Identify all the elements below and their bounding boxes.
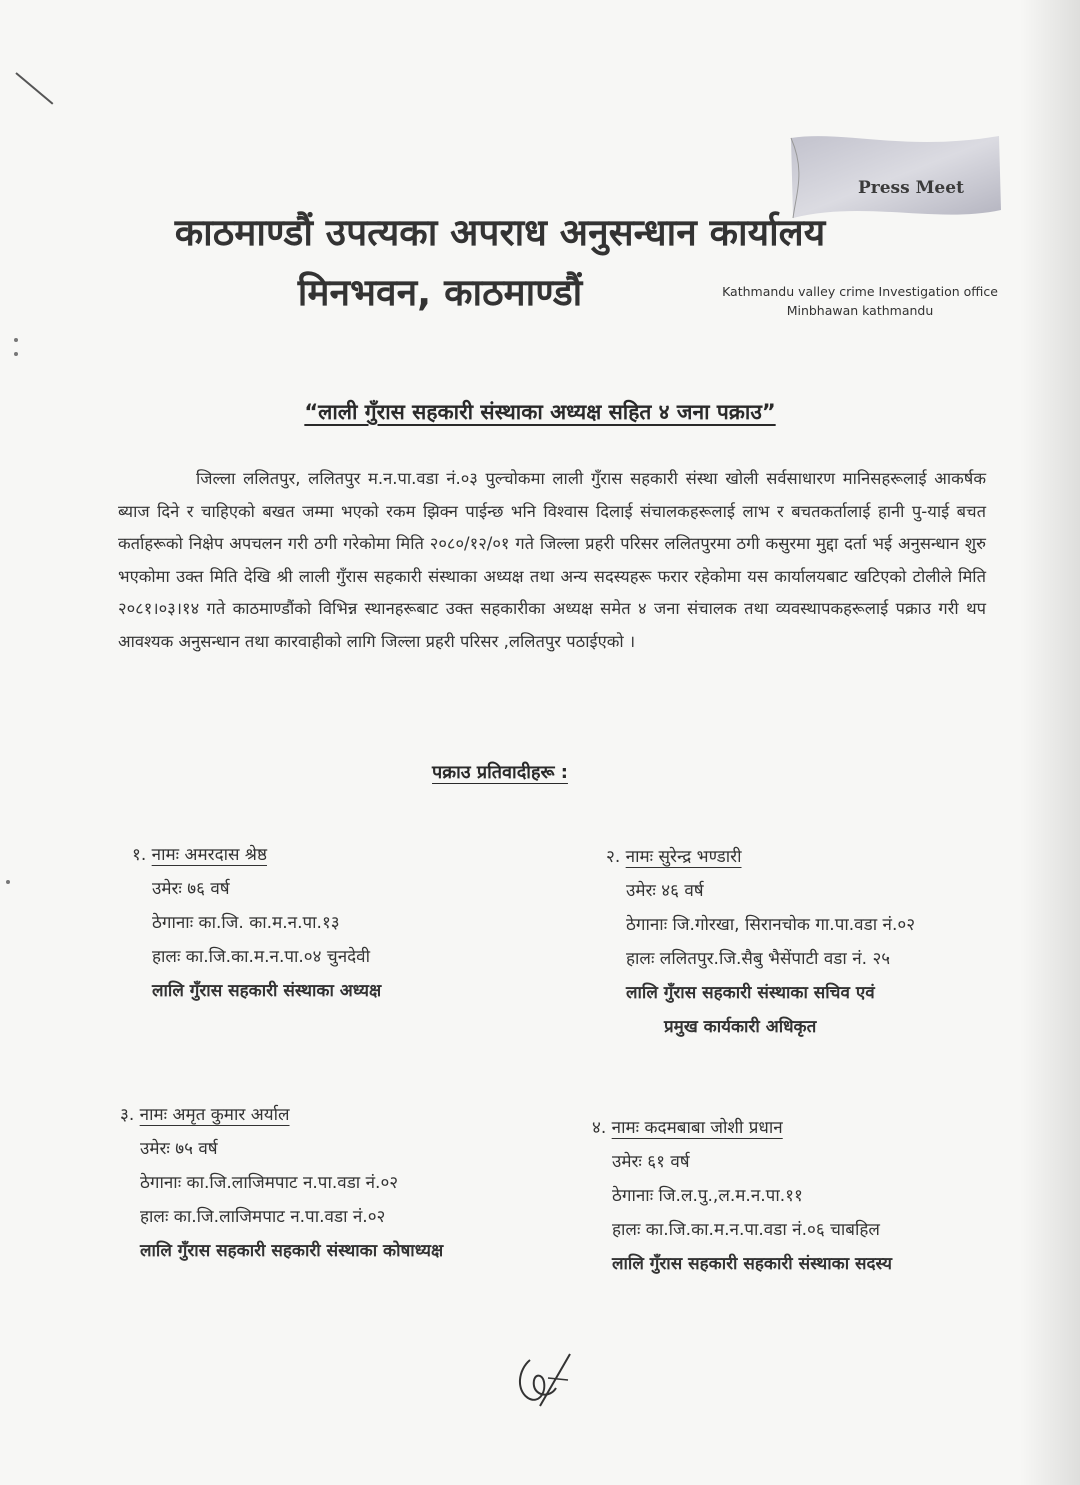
accused-current-address: हालः का.जि.का.म.न.पा.०४ चुनदेवी: [152, 947, 371, 967]
accused-role: लालि गुँरास सहकारी सहकारी संस्थाका कोषाध्यक्ष: [140, 1241, 444, 1261]
accused-number: १.: [132, 845, 152, 865]
accused-name-line: [132, 838, 381, 872]
stamp-label: Press Meet: [858, 178, 964, 198]
accused-address: ठेगानाः का.जि.लाजिमपाट न.पा.वडा नं.०२: [140, 1173, 399, 1193]
accused-name-line: [120, 1098, 443, 1132]
press-release-title: [0, 398, 1080, 426]
accused-current-address: हालः का.जि.का.म.न.पा.वडा नं.०६ चाबहिल: [612, 1220, 880, 1240]
office-location-en-line: Minbhawan kathmandu: [786, 303, 934, 318]
accused-name: नामः कदमबाबा जोशी प्रधान: [611, 1118, 783, 1138]
signature: [510, 1350, 580, 1410]
accused-name: नामः सुरेन्द्र भण्डारी: [625, 847, 742, 867]
scan-speck: [6, 880, 10, 884]
accused-number: २.: [606, 847, 626, 867]
accused-role: लालि गुँरास सहकारी संस्थाका सचिव एवं: [626, 983, 875, 1003]
scan-speck: [14, 352, 18, 356]
accused-address: ठेगानाः जि.गोरखा, सिरानचोक गा.पा.वडा नं.०२: [626, 915, 916, 935]
accused-age: उमेरः ७६ वर्ष: [152, 879, 230, 899]
accused-current-address: हालः का.जि.लाजिमपाट न.पा.वडा नं.०२: [140, 1207, 386, 1227]
accused-heading: [0, 760, 1000, 784]
page-edge-shadow: [1020, 0, 1080, 1485]
accused-address: ठेगानाः जि.ल.पु.,ल.म.न.पा.११: [612, 1186, 803, 1206]
accused-address: ठेगानाः का.जि. का.म.न.पा.१३: [152, 913, 340, 933]
press-release-body: जिल्ला ललितपुर, ललितपुर म.न.पा.वडा नं.०३ पुल्चोकमा लाली गुँरास सहकारी संस्था खोली सर्वसाधारण मानिसहरूलाई आकर्षक ब्याज दिने र चाहिएको बखत जम्मा भएको रकम झिक्न पाईन्छ भनि विश्वास दिलाई संचालकहरूलाई लाभ र बचतकर्तालाई हानी पु-याई बचत कर्ताहरूको निक्षेप अपचलन गरी ठगी गरेकोमा मिति २०८०/१२/०१ गते जिल्ला प्रहरी परिसर ललितपुरमा ठगी कसुरमा मुद्दा दर्ता भई अनुसन्धान शुरु भएकोमा उक्त मिति देखि श्री लाली गुँरास सहकारी संस्थाका अध्यक्ष तथा अन्य सदस्यहरू फरार रहेकोमा यस कार्यालयबाट खटिएको टोलीले मिति २०८१।०३।१४ गते काठमाण्डौंको विभिन्न स्थानहरूबाट उक्त सहकारीका अध्यक्ष समेत ४ जना संचालक तथा व्यवस्थापकहरूलाई पक्राउ गरी थप आवश्यक अनुसन्धान तथा कारवाहीको लागि जिल्ला प्रहरी परिसर ,ललितपुर पठाईएको ।: [118, 469, 986, 651]
scan-speck: [14, 338, 18, 342]
accused-current-address: हालः ललितपुर.जि.सैबु भैसेंपाटी वडा नं. २५: [626, 949, 891, 969]
accused-age: उमेरः ४६ वर्ष: [626, 881, 704, 901]
title-text: “लाली गुँरास सहकारी संस्थाका अध्यक्ष सहित ४ जना पक्राउ”: [304, 400, 776, 424]
accused-age: उमेरः ६१ वर्ष: [612, 1152, 690, 1172]
accused-age: उमेरः ७५ वर्ष: [140, 1139, 218, 1159]
accused-heading-text: पक्राउ प्रतिवादीहरू :: [432, 762, 568, 783]
accused-name-line: [592, 1111, 892, 1145]
office-name-nepali: काठमाण्डौं उपत्यका अपराध अनुसन्धान कार्यालय: [174, 211, 826, 254]
accused-role: लालि गुँरास सहकारी सहकारी संस्थाका सदस्य: [612, 1254, 893, 1274]
accused-card: [592, 1111, 892, 1281]
accused-card: [120, 1098, 443, 1268]
accused-card: [606, 840, 915, 1044]
accused-role: लालि गुँरास सहकारी संस्थाका अध्यक्ष: [152, 981, 382, 1001]
accused-number: ३.: [120, 1105, 140, 1125]
pen-mark: [15, 72, 53, 104]
office-name-english: [715, 282, 1005, 320]
accused-card: [132, 838, 381, 1008]
accused-role-continued: प्रमुख कार्यकारी अधिकृत: [664, 1017, 817, 1037]
accused-name-line: [606, 840, 915, 874]
office-location-nepali: मिनभवन, काठमाण्डौं: [297, 271, 583, 314]
accused-name: नामः अमरदास श्रेष्ठ: [151, 845, 267, 865]
office-name-en-line: Kathmandu valley crime Investigation office: [722, 284, 998, 299]
accused-name: नामः अमृत कुमार अर्याल: [139, 1105, 290, 1125]
accused-number: ४.: [592, 1118, 612, 1138]
